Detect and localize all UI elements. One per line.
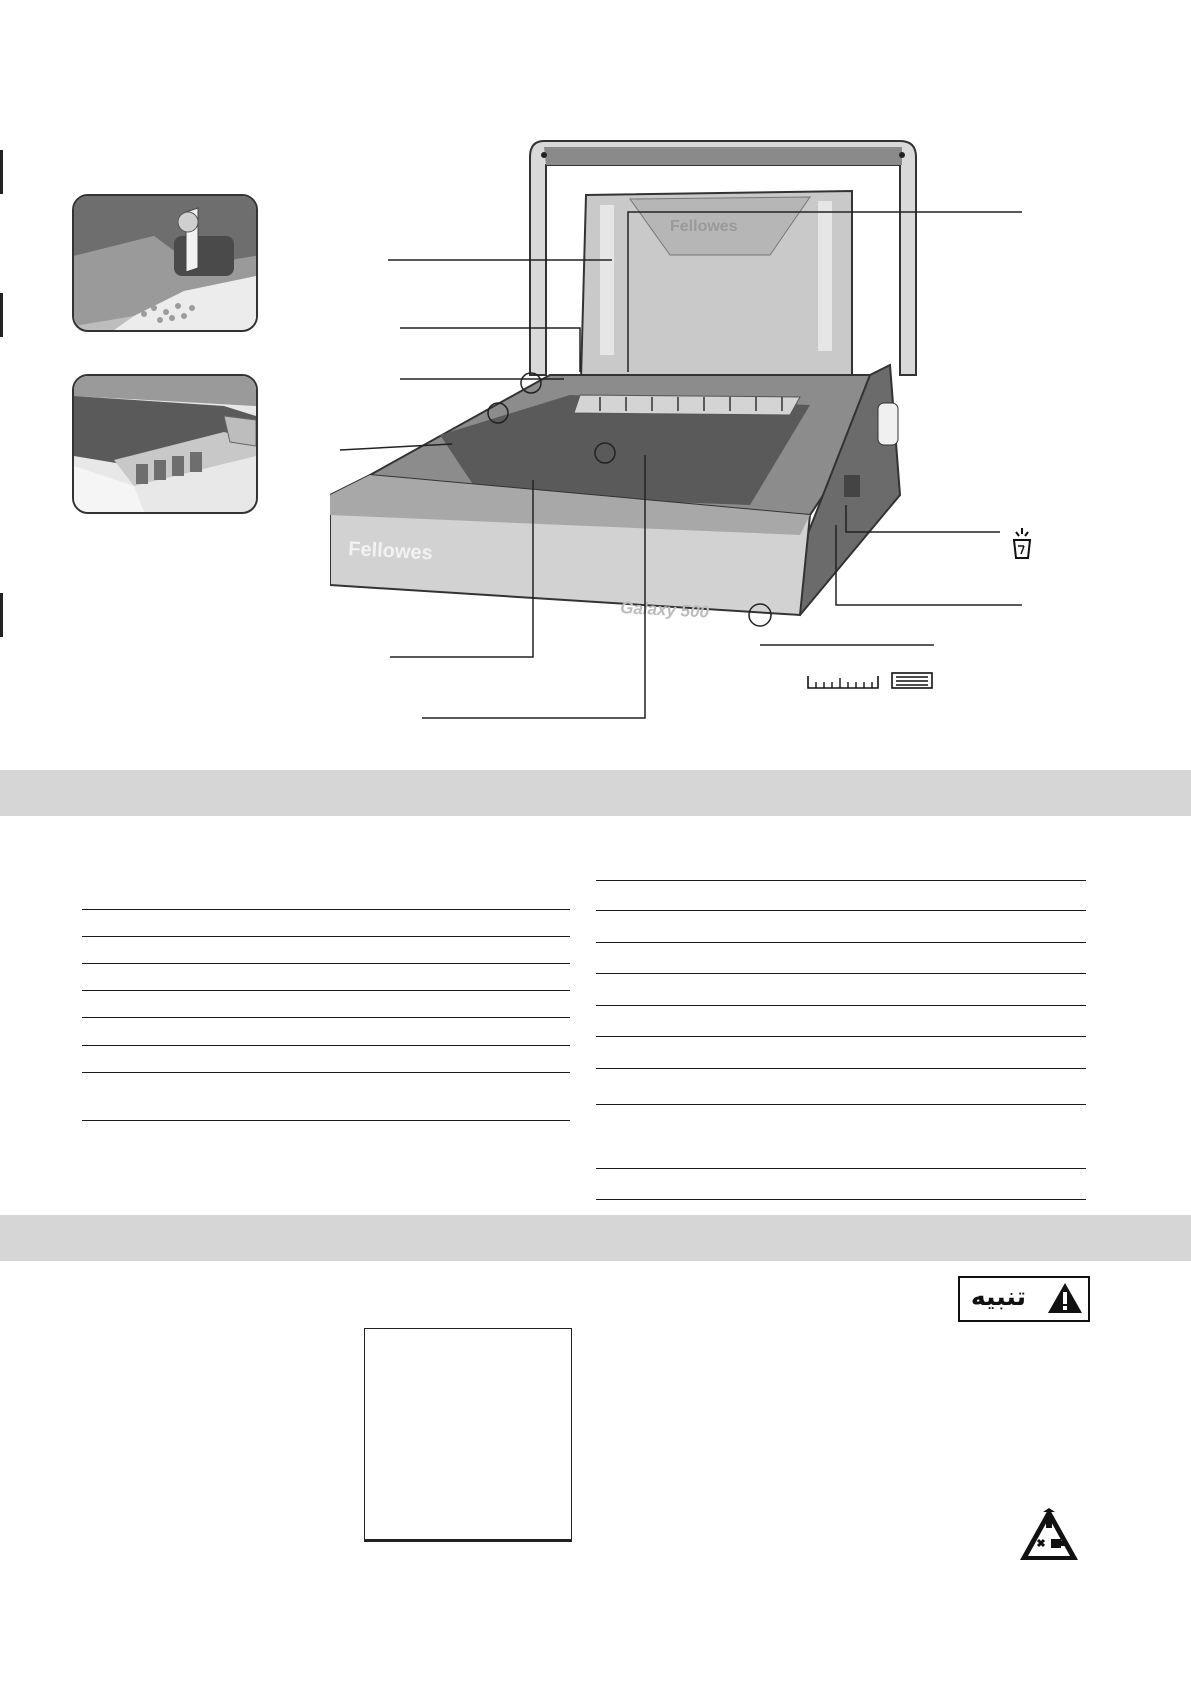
model-badge-text: Galaxy 500 <box>619 598 710 622</box>
warning-text: تنبيه <box>970 1282 1026 1311</box>
table-rule <box>596 1068 1086 1069</box>
table-rule <box>596 910 1086 911</box>
table-rule <box>82 990 570 991</box>
empty-frame-box <box>364 1328 572 1542</box>
table-rule <box>596 973 1086 974</box>
bin-icon <box>1010 526 1034 560</box>
front-brand-text: Fellowes <box>347 538 434 565</box>
table-rule <box>596 1036 1086 1037</box>
table-rule <box>82 936 570 937</box>
table-rule <box>596 1199 1086 1200</box>
table-rule <box>82 1120 570 1121</box>
table-rule <box>596 1005 1086 1006</box>
ruler-icon <box>806 670 936 692</box>
lid-brand-text: Fellowes <box>670 218 738 235</box>
table-rule <box>596 880 1086 881</box>
warning-label <box>958 1276 1090 1322</box>
table-rule <box>82 1072 570 1073</box>
table-rule <box>596 1168 1086 1169</box>
hand-hazard-icon <box>1018 1506 1080 1562</box>
table-rule <box>82 1017 570 1018</box>
section-band-safety <box>0 1215 1191 1261</box>
table-rule <box>82 1045 570 1046</box>
table-rule <box>82 963 570 964</box>
callout-leader-lines <box>0 0 1191 720</box>
table-rule <box>82 909 570 910</box>
warning-triangle-icon <box>1046 1281 1084 1315</box>
table-rule <box>596 1104 1086 1105</box>
table-rule <box>596 942 1086 943</box>
section-band-specifications <box>0 770 1191 816</box>
